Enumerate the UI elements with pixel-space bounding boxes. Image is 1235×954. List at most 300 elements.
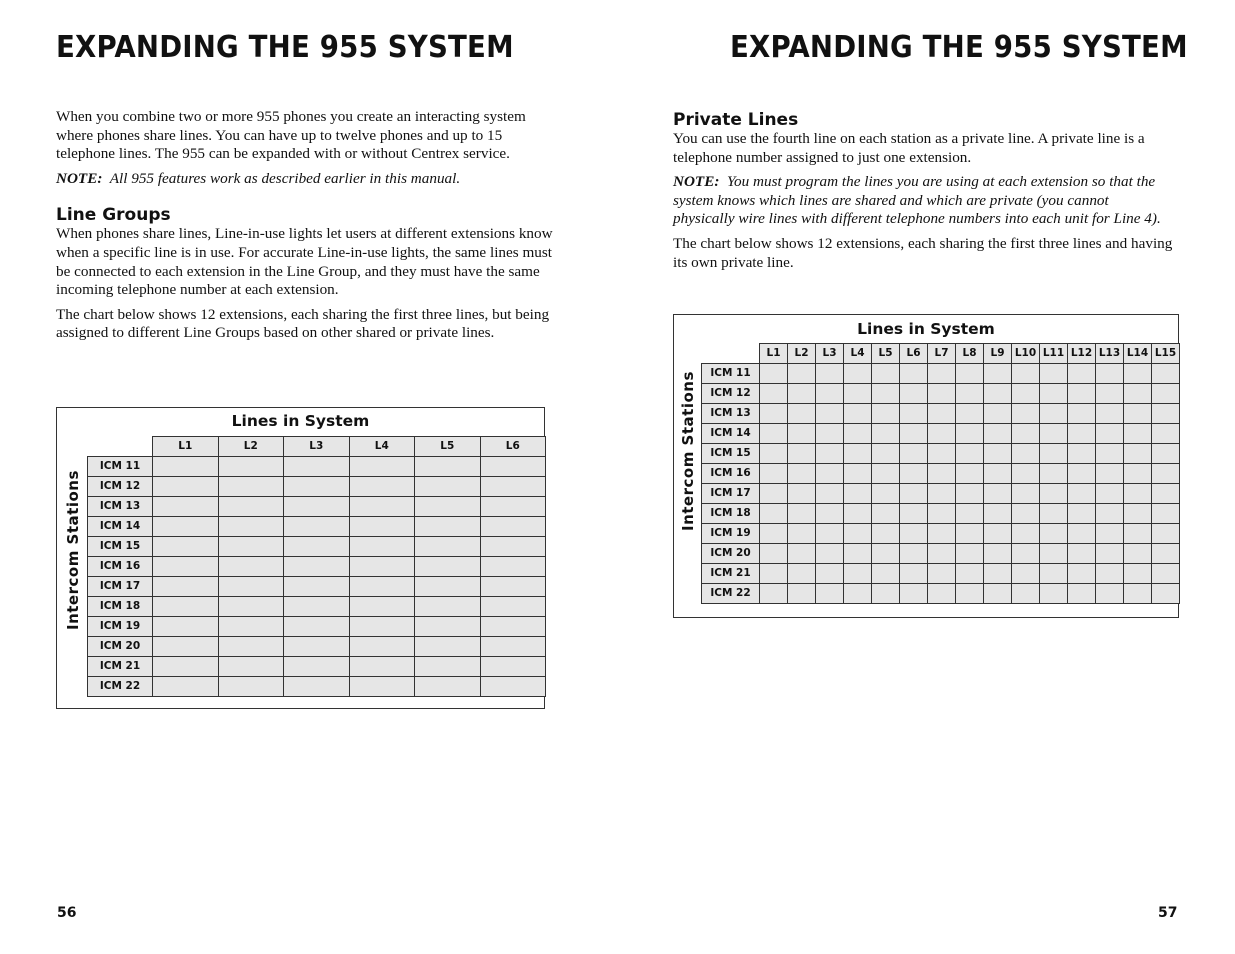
table-row xyxy=(88,456,546,476)
table-cell xyxy=(1012,583,1040,603)
table-cell xyxy=(1012,383,1040,403)
column-header: L7 xyxy=(928,344,956,364)
table-cell xyxy=(415,616,481,636)
table-cell xyxy=(1012,403,1040,423)
table-cell xyxy=(928,403,956,423)
table-row xyxy=(88,676,546,696)
page-number: 56 xyxy=(57,905,77,921)
table-cell xyxy=(1096,583,1124,603)
intro-paragraph: When you combine two or more 955 phones you create an interacting system where phones share lines. You can have up to twelve phones and up to 15 telephone lines. The 955 can be expanded with or without Centrex service. xyxy=(56,108,526,163)
table-cell xyxy=(153,496,219,516)
table-cell xyxy=(984,463,1012,483)
table-cell xyxy=(284,676,350,696)
table-cell xyxy=(844,463,872,483)
table-cell xyxy=(956,443,984,463)
table-cell xyxy=(928,503,956,523)
table-cell xyxy=(1152,543,1180,563)
table-cell xyxy=(415,676,481,696)
table-cell xyxy=(1040,443,1068,463)
page-number: 57 xyxy=(1158,905,1178,921)
table-cell xyxy=(218,596,284,616)
table-cell xyxy=(760,583,788,603)
table-cell xyxy=(844,563,872,583)
table-cell xyxy=(760,403,788,423)
table-row xyxy=(702,463,1180,483)
table-cell xyxy=(1012,543,1040,563)
column-header: L3 xyxy=(284,437,350,457)
table-cell xyxy=(480,676,546,696)
table-cell xyxy=(480,556,546,576)
table-cell xyxy=(415,456,481,476)
table-cell xyxy=(872,503,900,523)
table-cell xyxy=(928,523,956,543)
table-cell xyxy=(844,383,872,403)
chart-title: Lines in System xyxy=(231,412,370,430)
table-cell xyxy=(480,476,546,496)
column-header: L1 xyxy=(760,344,788,364)
table-cell xyxy=(480,516,546,536)
column-header: L15 xyxy=(1152,344,1180,364)
table-cell xyxy=(844,583,872,603)
table-cell xyxy=(956,563,984,583)
table-cell xyxy=(760,423,788,443)
row-label: ICM 12 xyxy=(88,476,153,496)
table-cell xyxy=(1124,483,1152,503)
table-cell xyxy=(900,583,928,603)
table-cell xyxy=(153,556,219,576)
table-cell xyxy=(1068,483,1096,503)
table-cell xyxy=(480,536,546,556)
table-cell xyxy=(872,383,900,403)
table-row xyxy=(702,483,1180,503)
table-cell xyxy=(984,563,1012,583)
column-header: L11 xyxy=(1040,344,1068,364)
row-label: ICM 20 xyxy=(88,636,153,656)
side-label: Intercom Stations xyxy=(64,470,82,630)
note xyxy=(56,170,556,189)
table-cell xyxy=(349,496,415,516)
table-cell xyxy=(788,483,816,503)
table-cell xyxy=(956,463,984,483)
table-cell xyxy=(1012,523,1040,543)
table-row xyxy=(88,556,546,576)
row-label: ICM 22 xyxy=(88,676,153,696)
row-label: ICM 21 xyxy=(702,563,760,583)
row-label: ICM 13 xyxy=(88,496,153,516)
note-text: All 955 features work as described earlier in this manual. xyxy=(109,169,461,187)
row-label: ICM 11 xyxy=(88,456,153,476)
table-cell xyxy=(218,576,284,596)
row-label: ICM 12 xyxy=(702,383,760,403)
table-cell xyxy=(218,516,284,536)
table-cell xyxy=(1040,423,1068,443)
table-cell xyxy=(284,556,350,576)
table-cell xyxy=(349,636,415,656)
table-cell xyxy=(218,456,284,476)
table-cell xyxy=(900,383,928,403)
table-cell xyxy=(816,463,844,483)
table-cell xyxy=(956,383,984,403)
table-cell xyxy=(349,456,415,476)
table-cell xyxy=(349,536,415,556)
column-header: L6 xyxy=(900,344,928,364)
note-label: NOTE: xyxy=(673,173,720,191)
table-cell xyxy=(284,536,350,556)
column-header: L4 xyxy=(844,344,872,364)
table-cell xyxy=(872,363,900,383)
table-cell xyxy=(284,576,350,596)
column-header: L4 xyxy=(349,437,415,457)
table-cell xyxy=(844,543,872,563)
table-row xyxy=(88,596,546,616)
column-header: L10 xyxy=(1012,344,1040,364)
table-cell xyxy=(816,403,844,423)
table-cell xyxy=(1040,523,1068,543)
table-cell xyxy=(1124,363,1152,383)
row-label: ICM 19 xyxy=(88,616,153,636)
table-cell xyxy=(415,596,481,616)
table-cell xyxy=(349,656,415,676)
table-cell xyxy=(984,423,1012,443)
table-cell xyxy=(760,503,788,523)
table-cell xyxy=(218,676,284,696)
table-cell xyxy=(900,563,928,583)
table-cell xyxy=(788,503,816,523)
table-cell xyxy=(153,576,219,596)
table-cell xyxy=(1152,403,1180,423)
table-row xyxy=(88,636,546,656)
table-row xyxy=(702,403,1180,423)
table-cell xyxy=(1152,483,1180,503)
table-cell xyxy=(1096,363,1124,383)
table-cell xyxy=(928,543,956,563)
table-cell xyxy=(760,523,788,543)
table-row xyxy=(702,523,1180,543)
table-cell xyxy=(1152,503,1180,523)
table-cell xyxy=(956,483,984,503)
table-cell xyxy=(788,463,816,483)
column-header: L6 xyxy=(480,437,546,457)
table-cell xyxy=(788,543,816,563)
table-cell xyxy=(1096,503,1124,523)
table-cell xyxy=(218,556,284,576)
table-cell xyxy=(480,576,546,596)
table-cell xyxy=(284,636,350,656)
table-cell xyxy=(900,443,928,463)
corner-cell xyxy=(88,437,153,457)
note-label: NOTE: xyxy=(56,169,103,187)
section-paragraph: The chart below shows 12 extensions, each sharing the first three lines, but being assigned to different Line Groups based on other shared or private lines. xyxy=(56,305,550,342)
table-cell xyxy=(1152,563,1180,583)
table-cell xyxy=(872,583,900,603)
table-cell xyxy=(760,563,788,583)
column-header: L5 xyxy=(415,437,481,457)
table-cell xyxy=(816,443,844,463)
section-title: Private Lines xyxy=(673,110,799,130)
table-cell xyxy=(284,476,350,496)
table-cell xyxy=(956,583,984,603)
table-cell xyxy=(984,543,1012,563)
table-cell xyxy=(1124,543,1152,563)
table-cell xyxy=(153,616,219,636)
table-cell xyxy=(1096,463,1124,483)
table-row xyxy=(702,583,1180,603)
column-header: L8 xyxy=(956,344,984,364)
table-cell xyxy=(956,423,984,443)
table-cell xyxy=(1152,523,1180,543)
table-cell xyxy=(1096,423,1124,443)
table-cell xyxy=(844,483,872,503)
table-cell xyxy=(153,516,219,536)
table-cell xyxy=(900,363,928,383)
table-cell xyxy=(788,523,816,543)
table-cell xyxy=(760,463,788,483)
table-cell xyxy=(284,456,350,476)
table-cell xyxy=(816,423,844,443)
table-cell xyxy=(1040,383,1068,403)
table-cell xyxy=(844,363,872,383)
table-cell xyxy=(928,383,956,403)
table-cell xyxy=(1068,383,1096,403)
table-row xyxy=(702,503,1180,523)
table-cell xyxy=(1012,483,1040,503)
table-cell xyxy=(1040,583,1068,603)
table-row xyxy=(88,536,546,556)
private-lines-chart xyxy=(673,314,1179,618)
table-cell xyxy=(928,563,956,583)
table-cell xyxy=(1152,383,1180,403)
table-cell xyxy=(1124,563,1152,583)
table-cell xyxy=(480,456,546,476)
table-cell xyxy=(1040,563,1068,583)
table-row xyxy=(88,516,546,536)
table-cell xyxy=(153,536,219,556)
table-cell xyxy=(844,503,872,523)
table-cell xyxy=(1096,403,1124,423)
table-cell xyxy=(984,523,1012,543)
table-cell xyxy=(928,363,956,383)
table-cell xyxy=(218,616,284,636)
table-cell xyxy=(1124,383,1152,403)
side-label: Intercom Stations xyxy=(679,371,697,531)
table-cell xyxy=(984,503,1012,523)
table-cell xyxy=(1012,423,1040,443)
header-row xyxy=(88,437,546,457)
row-label: ICM 14 xyxy=(88,516,153,536)
column-header: L2 xyxy=(218,437,284,457)
table-cell xyxy=(415,536,481,556)
table-cell xyxy=(349,476,415,496)
table-cell xyxy=(153,476,219,496)
table-cell xyxy=(415,656,481,676)
table-cell xyxy=(984,403,1012,423)
table-cell xyxy=(218,656,284,676)
table-cell xyxy=(218,636,284,656)
table-cell xyxy=(816,383,844,403)
table-cell xyxy=(788,383,816,403)
section-paragraph: You can use the fourth line on each station as a private line. A private line is a telephone number assigned to just one extension. xyxy=(673,130,1145,166)
table-row xyxy=(702,363,1180,383)
page-title: EXPANDING THE 955 SYSTEM xyxy=(730,30,1188,65)
row-label: ICM 15 xyxy=(88,536,153,556)
table-cell xyxy=(1152,463,1180,483)
table-cell xyxy=(900,423,928,443)
table-cell xyxy=(760,363,788,383)
table-cell xyxy=(928,443,956,463)
table-cell xyxy=(153,456,219,476)
table-cell xyxy=(1068,583,1096,603)
table-cell xyxy=(1096,383,1124,403)
row-label: ICM 19 xyxy=(702,523,760,543)
table-cell xyxy=(349,616,415,636)
table-cell xyxy=(1152,423,1180,443)
table-cell xyxy=(480,636,546,656)
lines-table xyxy=(87,436,546,697)
table-cell xyxy=(415,556,481,576)
table-cell xyxy=(1096,563,1124,583)
lines-table xyxy=(701,343,1180,604)
table-cell xyxy=(1012,563,1040,583)
table-cell xyxy=(872,483,900,503)
table-cell xyxy=(928,463,956,483)
row-label: ICM 14 xyxy=(702,423,760,443)
section-paragraph: When phones share lines, Line-in-use lights let users at different extensions know when a specific line is in use. For accurate Line-in-use lights, the same lines must be connected to each extension in the Line Group, and they must have the same incoming telephone number at each extension. xyxy=(56,225,553,299)
table-cell xyxy=(788,563,816,583)
table-cell xyxy=(816,563,844,583)
row-label: ICM 17 xyxy=(88,576,153,596)
column-header: L3 xyxy=(816,344,844,364)
table-cell xyxy=(1124,463,1152,483)
table-cell xyxy=(1124,583,1152,603)
column-header: L14 xyxy=(1124,344,1152,364)
table-cell xyxy=(956,503,984,523)
table-cell xyxy=(816,503,844,523)
table-cell xyxy=(153,596,219,616)
table-cell xyxy=(760,543,788,563)
row-label: ICM 20 xyxy=(702,543,760,563)
table-row xyxy=(88,656,546,676)
row-label: ICM 18 xyxy=(702,503,760,523)
table-cell xyxy=(1124,523,1152,543)
intro-block xyxy=(56,108,556,343)
row-label: ICM 18 xyxy=(88,596,153,616)
table-cell xyxy=(1012,503,1040,523)
section-paragraph: The chart below shows 12 extensions, each sharing the first three lines and having its own private line. xyxy=(673,234,1173,271)
table-cell xyxy=(984,583,1012,603)
table-cell xyxy=(872,563,900,583)
table-cell xyxy=(1124,503,1152,523)
table-cell xyxy=(415,476,481,496)
corner-cell xyxy=(702,344,760,364)
table-cell xyxy=(984,483,1012,503)
table-cell xyxy=(480,596,546,616)
column-header: L9 xyxy=(984,344,1012,364)
table-cell xyxy=(844,403,872,423)
table-cell xyxy=(900,483,928,503)
table-cell xyxy=(1068,543,1096,563)
table-cell xyxy=(900,503,928,523)
table-cell xyxy=(218,476,284,496)
table-cell xyxy=(900,523,928,543)
table-cell xyxy=(1068,563,1096,583)
table-cell xyxy=(956,523,984,543)
left-page xyxy=(0,0,617,954)
column-header: L13 xyxy=(1096,344,1124,364)
table-cell xyxy=(1040,463,1068,483)
table-cell xyxy=(1096,483,1124,503)
chart-title: Lines in System xyxy=(857,320,995,338)
table-cell xyxy=(872,423,900,443)
table-cell xyxy=(760,383,788,403)
row-label: ICM 13 xyxy=(702,403,760,423)
table-cell xyxy=(349,556,415,576)
table-row xyxy=(88,496,546,516)
table-cell xyxy=(788,403,816,423)
table-cell xyxy=(1152,443,1180,463)
table-cell xyxy=(900,463,928,483)
table-cell xyxy=(480,616,546,636)
row-label: ICM 16 xyxy=(88,556,153,576)
table-cell xyxy=(349,576,415,596)
table-cell xyxy=(900,543,928,563)
column-header: L12 xyxy=(1068,344,1096,364)
table-cell xyxy=(760,483,788,503)
table-cell xyxy=(788,443,816,463)
table-cell xyxy=(153,656,219,676)
table-cell xyxy=(349,596,415,616)
table-cell xyxy=(984,443,1012,463)
table-cell xyxy=(1040,503,1068,523)
table-cell xyxy=(1096,523,1124,543)
row-label: ICM 16 xyxy=(702,463,760,483)
table-cell xyxy=(1040,483,1068,503)
column-header: L2 xyxy=(788,344,816,364)
table-cell xyxy=(1068,423,1096,443)
table-cell xyxy=(1012,363,1040,383)
table-cell xyxy=(1068,443,1096,463)
table-cell xyxy=(218,536,284,556)
table-cell xyxy=(1152,363,1180,383)
table-cell xyxy=(956,543,984,563)
column-header: L5 xyxy=(872,344,900,364)
table-cell xyxy=(218,496,284,516)
table-cell xyxy=(956,363,984,383)
line-groups-chart xyxy=(56,407,545,709)
table-cell xyxy=(788,423,816,443)
table-cell xyxy=(415,516,481,536)
table-row xyxy=(88,616,546,636)
table-cell xyxy=(788,583,816,603)
table-cell xyxy=(1096,443,1124,463)
table-cell xyxy=(284,516,350,536)
table-cell xyxy=(760,443,788,463)
table-cell xyxy=(153,636,219,656)
table-cell xyxy=(1068,463,1096,483)
table-cell xyxy=(1040,403,1068,423)
table-cell xyxy=(1012,463,1040,483)
table-cell xyxy=(349,516,415,536)
table-cell xyxy=(1124,403,1152,423)
note xyxy=(673,173,1173,229)
table-cell xyxy=(1152,583,1180,603)
table-cell xyxy=(872,543,900,563)
table-cell xyxy=(415,496,481,516)
table-cell xyxy=(1124,443,1152,463)
table-cell xyxy=(480,656,546,676)
table-cell xyxy=(928,583,956,603)
table-cell xyxy=(1068,523,1096,543)
table-cell xyxy=(984,383,1012,403)
